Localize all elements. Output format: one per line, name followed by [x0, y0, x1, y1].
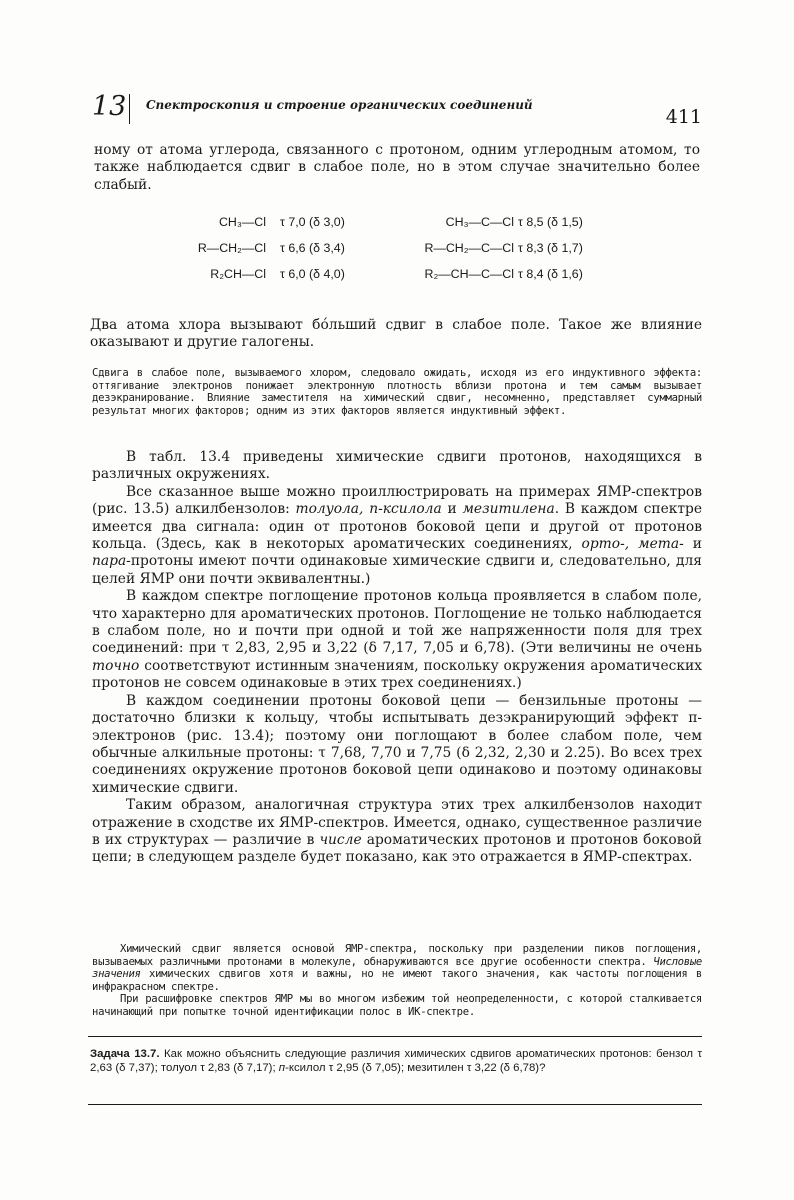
task-bottom-rule [88, 1104, 702, 1105]
chapter-number: 13 [92, 91, 127, 122]
chemical-shift-note [92, 943, 702, 1019]
intro-paragraph: ному от атома углерода, связанного с протоном, одним углеродным атомом, то также наблюдается сдвиг в слабое поле, но в этом случае значительно более слабый. [94, 142, 700, 193]
formula-left: R₂CH—Cl [210, 267, 266, 281]
formula-row [172, 215, 612, 241]
chapter-title: Спектроскопия и строение органических соединений [146, 98, 533, 112]
paragraph-conclusion: Таким образом, аналогичная структура этих трех алкилбензолов находит отражение в сходстве их ЯМР-спектров. Имеется, однако, существенное различие в их структурах — различие в числе ароматических протонов и протонов боковой цепи; в следующем разделе будет показано, как это отражается в ЯМР-спектрах. [92, 797, 702, 866]
chloride-shift-table [172, 215, 612, 293]
task-box: Задача 13.7. Как можно объяснить следующие различия химических сдвигов ароматических протонов: бензол τ 2,63 (δ 7,37); толуол τ 2,83 (δ 7,17); п-ксилол τ 2,95 (δ 7,05); мезитилен τ 3,22 (δ 6,78)? [90, 1048, 702, 1075]
shift-left: τ 6,0 (δ 4,0) [280, 267, 345, 281]
shift-right: τ 8,5 (δ 1,5) [518, 215, 583, 229]
formula-right: CH₃—C—Cl [445, 215, 514, 229]
shift-left: τ 7,0 (δ 3,0) [280, 215, 345, 229]
paragraph-alkylbenzenes: Все сказанное выше можно проиллюстрировать на примерах ЯМР-спектров (рис. 13.5) алкилбензолов: толуола, п-ксилола и мезитилена. В каждом спектре имеется два сигнала: один от протонов боковой цепи и другой от протонов кольца. (Здесь, как в некоторых ароматических соединениях, орто-, мета- и пара-протоны имеют почти одинаковые химические сдвиги и, следовательно, для целей ЯМР они почти эквивалентны.) [92, 483, 702, 587]
paragraph-table-ref: В табл. 13.4 приведены химические сдвиги протонов, находящихся в различных окружениях. [92, 449, 702, 483]
inductive-effect-note: Сдвига в слабое поле, вызываемого хлором, следовало ожидать, исходя из его индуктивного эффекта: оттягивание электронов понижает электронную плотность вблизи протона и тем самым вызывает дезэкранирование. Влияние заместителя на химический сдвиг, несомненно, представляет суммарный результат многих факторов; одним из этих факторов является индуктивный эффект. [92, 367, 702, 417]
shift-left: τ 6,6 (δ 3,4) [280, 241, 345, 255]
paragraph-ring-protons: В каждом спектре поглощение протонов кольца проявляется в слабом поле, что характерно для ароматических протонов. Поглощение не только наблюдается в слабом поле, но и почти при одной и той же напряженности поля для трех соединений: при τ 2,83, 2,95 и 3,22 (δ 7,17, 7,05 и 6,78). (Эти величины не очень точно соответствуют истинным значениям, поскольку окружения ароматических протонов не совсем одинаковые в этих трех соединениях.) [92, 588, 702, 692]
shift-right: τ 8,3 (δ 1,7) [518, 241, 583, 255]
formula-right: R—CH₂—C—Cl [424, 241, 514, 255]
formula-left: CH₃—Cl [218, 215, 266, 229]
main-text [92, 449, 702, 867]
formula-right: R₂—CH—C—Cl [424, 267, 514, 281]
note-paragraph: При расшифровке спектров ЯМР мы во многом избежим той неопределенности, с которой сталкивается начинающий при попытке точной идентификации полос в ИК-спектре. [92, 993, 702, 1018]
shift-right: τ 8,4 (δ 1,6) [518, 267, 583, 281]
header-divider [129, 94, 130, 124]
task-label: Задача 13.7. [90, 1048, 160, 1060]
paragraph-side-chain: В каждом соединении протоны боковой цепи — бензильные протоны — достаточно близки к кольцу, чтобы испытывать дезэкранирующий эффект π-электронов (рис. 13.4); поэтому они поглощают в более слабом поле, чем обычные алкильные протоны: τ 7,68, 7,70 и 7,75 (δ 2,32, 2,30 и 2.25). Во всех трех соединениях окружение протонов боковой цепи одинаково и поэтому одинаковы химические сдвиги. [92, 692, 702, 796]
formula-row [172, 267, 612, 293]
formula-left: R—CH₂—Cl [197, 241, 266, 255]
note-paragraph: Химический сдвиг является основой ЯМР-спектра, поскольку при разделении пиков поглощения, вызываемых различными протонами в молекуле, обнаруживаются все другие особенности спектра. Числовые значения химических сдвигов хотя и важны, но не имеют такого значения, как частоты поглощения в инфракрасном спектре. [92, 943, 702, 993]
task-top-rule [88, 1036, 702, 1037]
formula-row [172, 241, 612, 267]
page-number: 411 [665, 106, 702, 128]
running-header [88, 92, 702, 132]
halogen-paragraph: Два атома хлора вызывают бóльший сдвиг в слабое поле. Такое же влияние оказывают и другие галогены. [90, 317, 702, 351]
